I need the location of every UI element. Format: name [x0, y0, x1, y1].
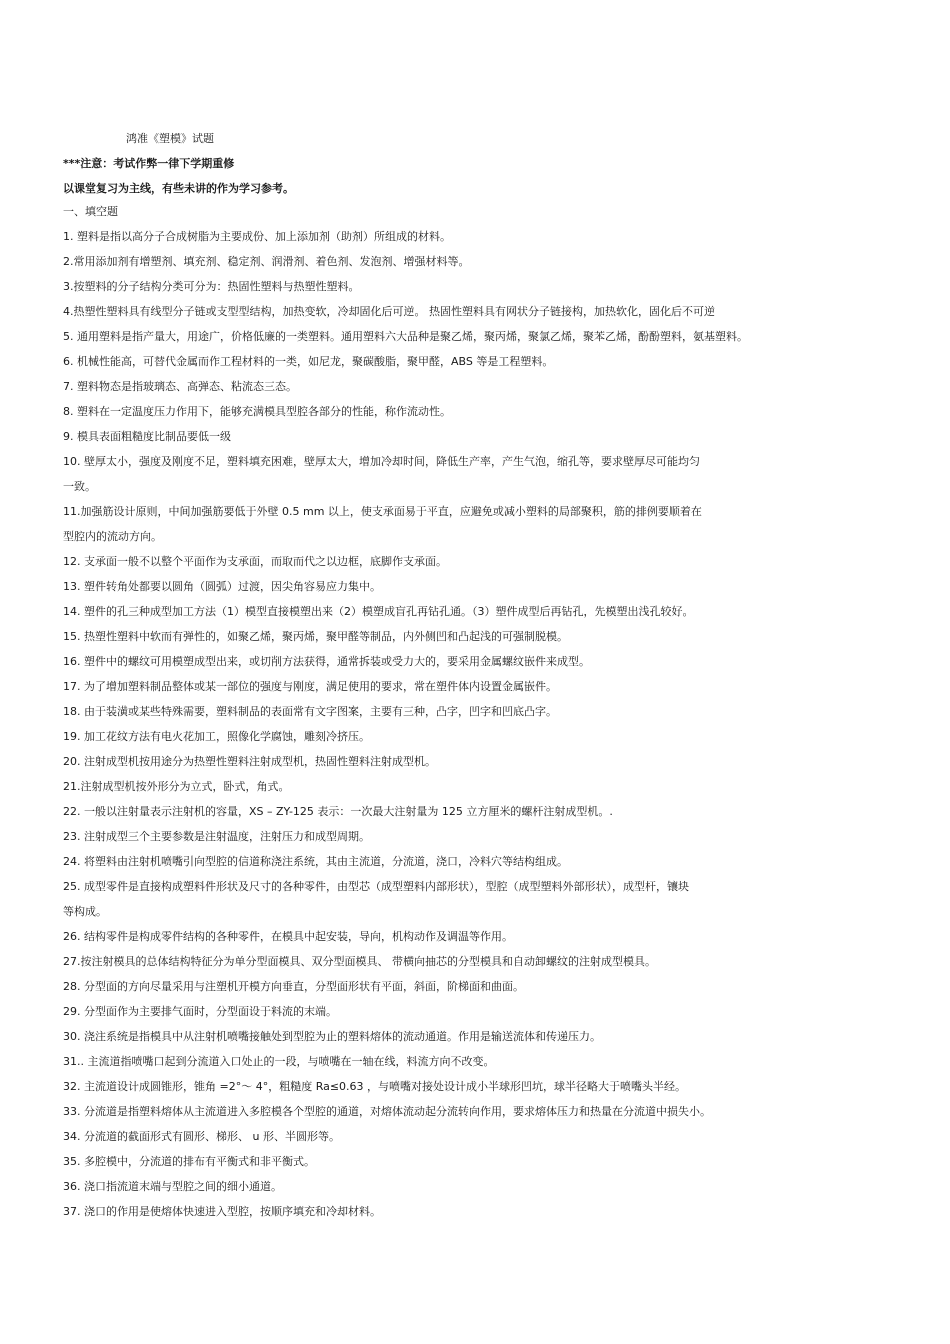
question-line: 一致。 [63, 480, 96, 493]
question-line: 11.加强筋设计原则，中间加强筋要低于外壁 0.5 mm 以上，使支承面易于平直，应避免或减小塑料的局部聚积，筋的排例要顺着在 [63, 505, 702, 518]
question-line: 31.. 主流道指喷嘴口起到分流道入口处止的一段，与喷嘴在一轴在线，料流方向不改变。 [63, 1055, 495, 1068]
question-line: 25. 成型零件是直接构成塑料件形状及尺寸的各种零件，由型芯（成型塑料内部形状），型腔（成型塑料外部形状），成型杆，镶块 [63, 880, 689, 893]
study-notice: 以课堂复习为主线，有些未讲的作为学习参考。 [63, 182, 294, 195]
question-line: 33. 分流道是指塑料熔体从主流道进入多腔模各个型腔的通道，对熔体流动起分流转向作用，要求熔体压力和热量在分流道中损失小。 [63, 1105, 711, 1118]
question-line: 34. 分流道的截面形式有圆形、梯形、 u 形、半圆形等。 [63, 1130, 340, 1143]
question-line: 28. 分型面的方向尽量采用与注塑机开模方向垂直，分型面形状有平面，斜面，阶梯面和曲面。 [63, 980, 524, 993]
question-line: 19. 加工花纹方法有电火花加工，照像化学腐蚀，雕刻冷挤压。 [63, 730, 370, 743]
question-line: 4.热塑性塑料具有线型分子链或支型型结构，加热变软，冷却固化后可逆。 热固性塑料具有网状分子链接构，加热软化，固化后不可逆 [63, 305, 715, 318]
question-line: 6. 机械性能高，可替代金属而作工程材料的一类，如尼龙，聚碳酸脂，聚甲醛，ABS 等是工程塑料。 [63, 355, 554, 368]
question-line: 5. 通用塑料是指产量大，用途广，价格低廉的一类塑料。通用塑料六大品种是聚乙烯，聚丙烯，聚氯乙烯，聚苯乙烯，酚酚塑料，氨基塑料。 [63, 330, 748, 343]
warning-notice: ***注意：考试作弊一律下学期重修 [63, 157, 235, 170]
question-line: 23. 注射成型三个主要参数是注射温度，注射压力和成型周期。 [63, 830, 370, 843]
section-heading: 一、填空题 [63, 205, 118, 218]
question-line: 2.常用添加剂有增塑剂、填充剂、稳定剂、润滑剂、着色剂、发泡剂、增强材料等。 [63, 255, 470, 268]
question-line: 27.按注射模具的总体结构特征分为单分型面模具、双分型面模具、 带横向抽芯的分型模具和自动卸螺纹的注射成型模具。 [63, 955, 656, 968]
question-line: 16. 塑件中的螺纹可用模塑成型出来，或切削方法获得，通常拆装或受力大的，要采用金属螺纹嵌件来成型。 [63, 655, 590, 668]
question-line: 30. 浇注系统是指模具中从注射机喷嘴接触处到型腔为止的塑料熔体的流动通道。作用是输送流体和传递压力。 [63, 1030, 601, 1043]
question-line: 24. 将塑料由注射机喷嘴引向型腔的信道称浇注系统，其由主流道，分流道，浇口，冷料穴等结构组成。 [63, 855, 568, 868]
question-line: 7. 塑料物态是指玻璃态、高弹态、粘流态三态。 [63, 380, 297, 393]
question-line: 29. 分型面作为主要排气面时，分型面设于料流的末端。 [63, 1005, 337, 1018]
question-line: 32. 主流道设计成圆锥形，锥角 =2°～ 4°，粗糙度 Ra≤0.63 ，与喷嘴对接处设计成小半球形凹坑，球半径略大于喷嘴头半经。 [63, 1080, 687, 1093]
question-line: 14. 塑件的孔三种成型加工方法（1）模型直接模塑出来（2）模塑成盲孔再钻孔通。（3）塑件成型后再钻孔，先模塑出浅孔较好。 [63, 605, 694, 618]
page-title: 鸿准《塑模》试题 [126, 132, 214, 145]
question-line: 型腔内的流动方向。 [63, 530, 162, 543]
question-line: 9. 模具表面粗糙度比制品要低一级 [63, 430, 231, 443]
question-line: 8. 塑料在一定温度压力作用下，能够充满模具型腔各部分的性能，称作流动性。 [63, 405, 451, 418]
question-line: 22. 一般以注射量表示注射机的容量，XS – ZY-125 表示：一次最大注射量为 125 立方厘米的螺杆注射成型机。. [63, 805, 613, 818]
question-line: 12. 支承面一般不以整个平面作为支承面，而取而代之以边框，底脚作支承面。 [63, 555, 447, 568]
question-line: 37. 浇口的作用是使熔体快速进入型腔，按顺序填充和冷却材料。 [63, 1205, 381, 1218]
question-line: 35. 多腔模中，分流道的排布有平衡式和非平衡式。 [63, 1155, 315, 1168]
question-line: 13. 塑件转角处都要以圆角（圆弧）过渡，因尖角容易应力集中。 [63, 580, 381, 593]
question-line: 20. 注射成型机按用途分为热塑性塑料注射成型机，热固性塑料注射成型机。 [63, 755, 436, 768]
question-line: 3.按塑料的分子结构分类可分为：热固性塑料与热塑性塑料。 [63, 280, 360, 293]
question-line: 26. 结构零件是构成零件结构的各种零件，在模具中起安装，导向，机构动作及调温等作用。 [63, 930, 513, 943]
question-line: 18. 由于装潢或某些特殊需要，塑料制品的表面常有文字图案，主要有三种，凸字，凹字和凹底凸字。 [63, 705, 557, 718]
question-line: 1. 塑料是指以高分子合成树脂为主要成份、加上添加剂（助剂）所组成的材料。 [63, 230, 451, 243]
question-line: 17. 为了增加塑料制品整体或某一部位的强度与刚度，满足使用的要求，常在塑件体内设置金属嵌件。 [63, 680, 557, 693]
question-line: 10. 壁厚太小，强度及刚度不足，塑料填充困难，壁厚太大，增加冷却时间，降低生产率，产生气泡，缩孔等，要求壁厚尽可能均匀 [63, 455, 700, 468]
question-line: 等构成。 [63, 905, 107, 918]
question-line: 15. 热塑性塑料中软而有弹性的，如聚乙烯，聚丙烯，聚甲醛等制品，内外侧凹和凸起浅的可强制脱模。 [63, 630, 568, 643]
question-line: 21.注射成型机按外形分为立式，卧式，角式。 [63, 780, 290, 793]
question-line: 36. 浇口指流道末端与型腔之间的细小通道。 [63, 1180, 282, 1193]
